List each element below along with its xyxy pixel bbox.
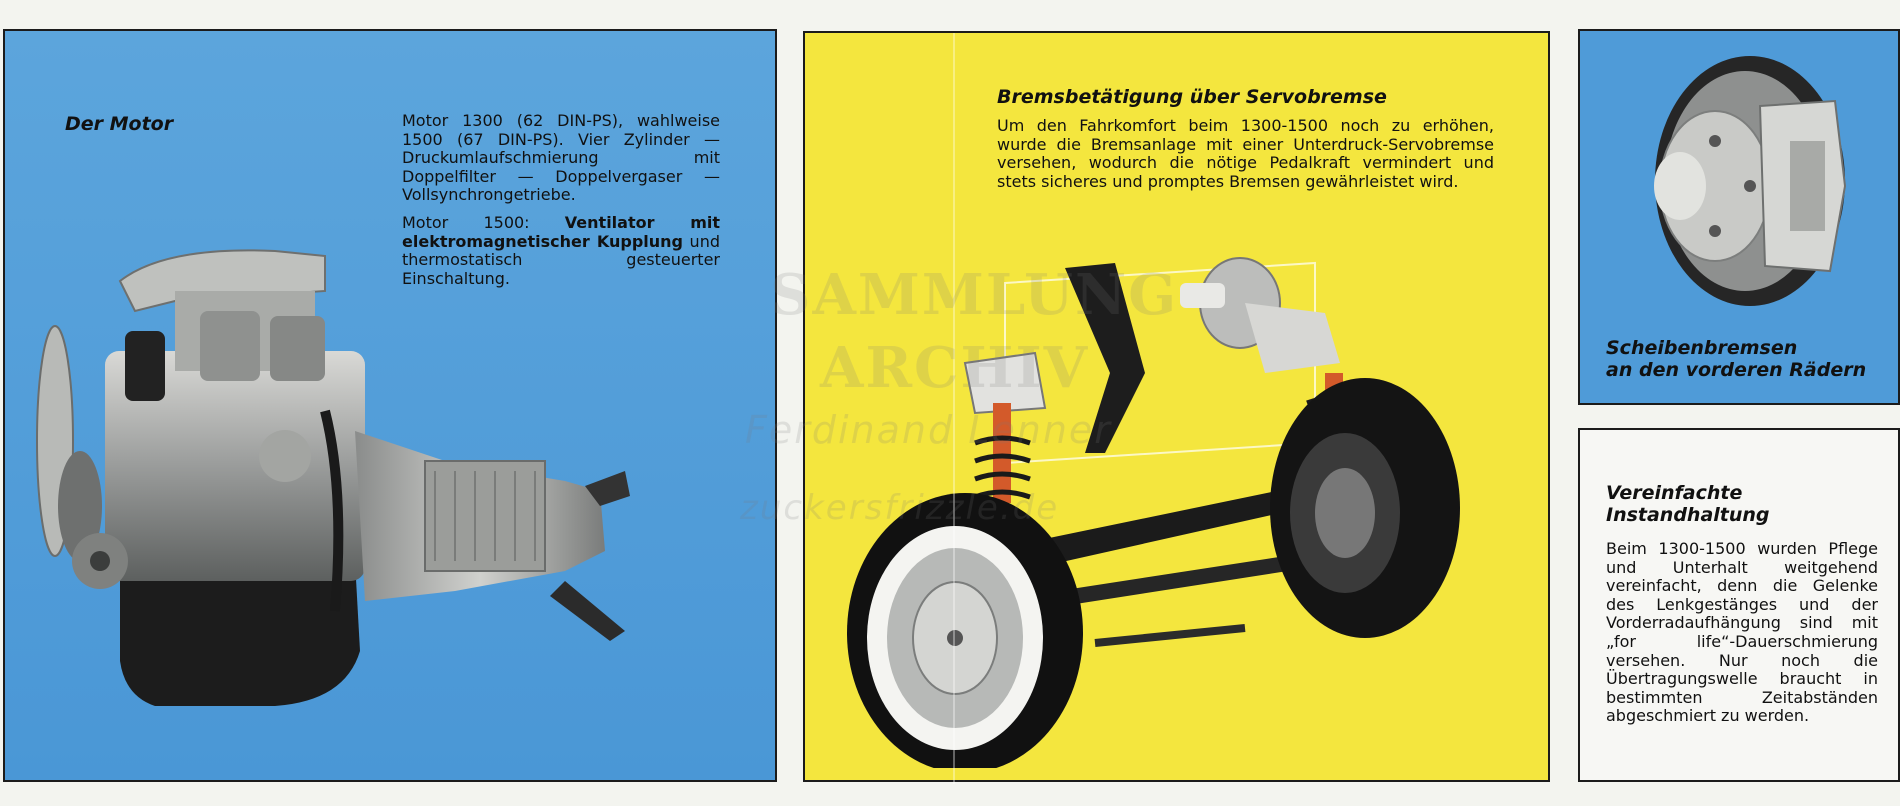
disc-heading-line-2: an den vorderen Rädern <box>1606 359 1867 381</box>
fold-line <box>953 33 955 784</box>
disc-brake-panel <box>1578 29 1900 405</box>
disc-brake-heading <box>1606 337 1896 381</box>
maintenance-heading-line-1: Vereinfachte <box>1606 482 1743 504</box>
motor-paragraph-1: Motor 1300 (62 DIN-PS), wahlweise 1500 (67 DIN-PS). Vier Zylinder — Druckumlaufschmierung mit Doppelfilter — Doppelvergaser — Vollsynchrongetriebe. <box>402 111 720 205</box>
brake-description: Um den Fahrkomfort beim 1300-1500 noch zu erhöhen, wurde die Bremsanlage mit einer Unterdruck-Servobremse versehen, wodurch die nötige Pedalkraft vermindert und stets sicheres und promptes Bremsen gewährleistet wird. <box>997 116 1494 191</box>
motor-paragraph-2-intro: Motor 1500: <box>402 212 565 232</box>
motor-paragraph-2-bold: Ventilator mit elektromagnetischer Kupplung <box>402 212 721 251</box>
maintenance-panel <box>1578 428 1900 782</box>
engine-gearbox-illustration <box>25 231 725 731</box>
maintenance-description: Beim 1300-1500 wurden Pflege und Unterhalt weitgehend vereinfacht, denn die Gelenke des Lenkgestänges und der Vorderradaufhängung sind mit „for life“-Dauerschmierung versehen. Nur noch die Übertragungswelle braucht in bestimmten Zeitabständen abgeschmiert zu werden. <box>1606 539 1878 726</box>
motor-panel <box>3 29 777 782</box>
maintenance-heading-line-2: Instandhaltung <box>1606 504 1770 526</box>
disc-brake-illustration <box>1620 46 1860 316</box>
brake-panel <box>803 31 1550 782</box>
motor-paragraph-2-rest: und thermostatisch gesteuerter Einschaltung. <box>402 231 720 288</box>
front-suspension-illustration <box>845 223 1505 768</box>
motor-heading: Der Motor <box>65 113 174 135</box>
maintenance-heading <box>1606 482 1896 526</box>
disc-heading-line-1: Scheibenbremsen <box>1606 337 1798 359</box>
brake-heading: Bremsbetätigung über Servobremse <box>997 86 1387 108</box>
